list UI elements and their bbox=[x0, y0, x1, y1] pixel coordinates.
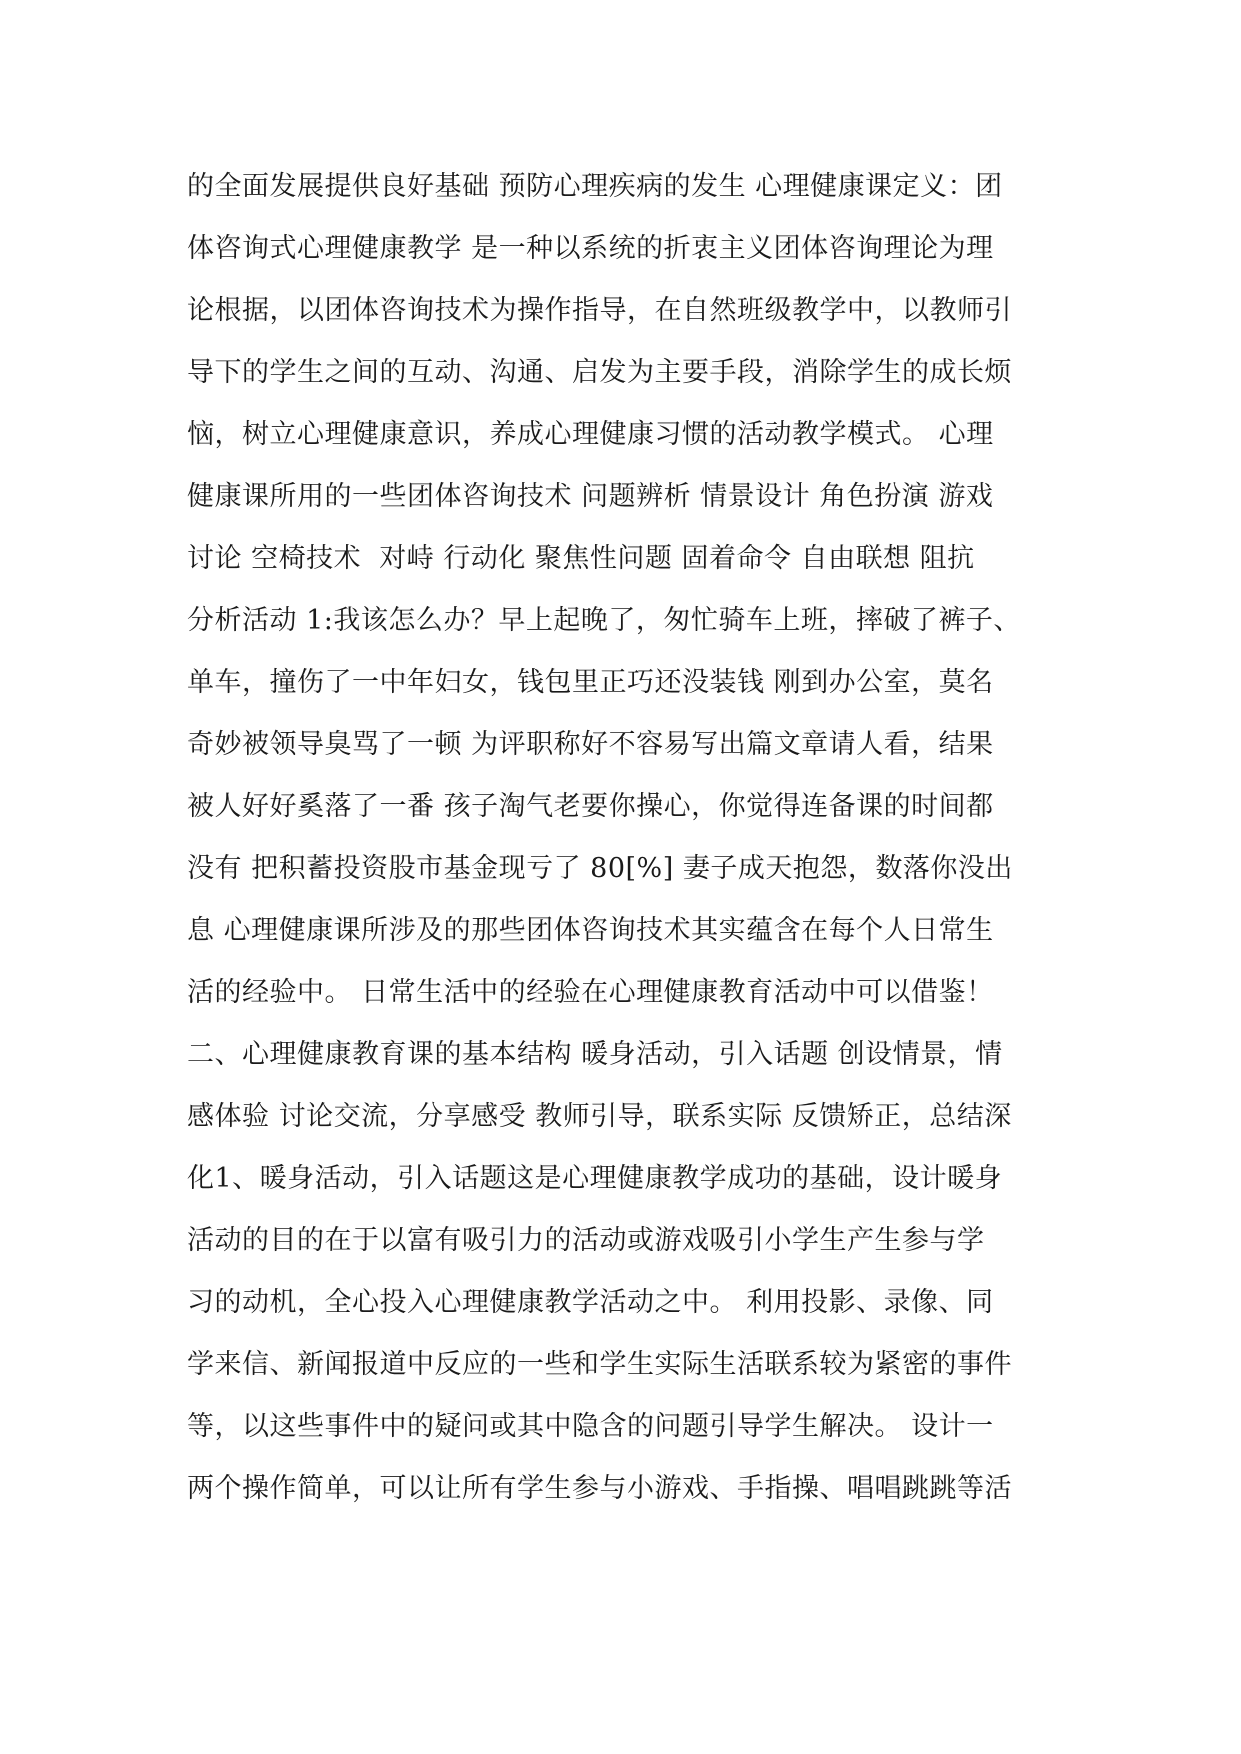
text-line: 化1、暖身活动，引入话题这是心理健康教学成功的基础，设计暖身 bbox=[187, 1163, 1003, 1194]
text-line: 导下的学生之间的互动、沟通、启发为主要手段，消除学生的成长烦 bbox=[187, 357, 1012, 388]
body-text bbox=[187, 156, 1067, 1520]
text-line: 体咨询式心理健康教学 是一种以系统的折衷主义团体咨询理论为理 bbox=[187, 233, 994, 264]
text-line: 感体验 讨论交流，分享感受 教师引导，联系实际 反馈矫正，总结深 bbox=[187, 1101, 1012, 1132]
text-line: 二、心理健康教育课的基本结构 暖身活动，引入话题 创设情景，情 bbox=[187, 1039, 1003, 1070]
text-line: 分析活动 1:我该怎么办？早上起晚了，匆忙骑车上班，摔破了裤子、 bbox=[187, 605, 1021, 636]
text-line: 学来信、新闻报道中反应的一些和学生实际生活联系较为紧密的事件 bbox=[187, 1349, 1012, 1380]
text-line: 活的经验中。 日常生活中的经验在心理健康教育活动中可以借鉴！ bbox=[187, 977, 994, 1008]
text-line: 的全面发展提供良好基础 预防心理疾病的发生 心理健康课定义：团 bbox=[187, 171, 1003, 202]
text-line: 讨论 空椅技术 对峙 行动化 聚焦性问题 固着命令 自由联想 阻抗 bbox=[187, 543, 975, 574]
text-line: 健康课所用的一些团体咨询技术 问题辨析 情景设计 角色扮演 游戏 bbox=[187, 481, 994, 512]
text-line: 论根据，以团体咨询技术为操作指导，在自然班级教学中，以教师引 bbox=[187, 295, 1012, 326]
text-line: 等，以这些事件中的疑问或其中隐含的问题引导学生解决。 设计一 bbox=[187, 1411, 994, 1442]
text-line: 奇妙被领导臭骂了一顿 为评职称好不容易写出篇文章请人看，结果 bbox=[187, 729, 994, 760]
text-line: 恼，树立心理健康意识，养成心理健康习惯的活动教学模式。 心理 bbox=[187, 419, 994, 450]
text-line: 习的动机，全心投入心理健康教学活动之中。 利用投影、录像、同 bbox=[187, 1287, 994, 1318]
text-line: 单车，撞伤了一中年妇女，钱包里正巧还没装钱 刚到办公室，莫名 bbox=[187, 667, 994, 698]
text-line: 没有 把积蓄投资股市基金现亏了 80[%] 妻子成天抱怨，数落你没出 bbox=[187, 853, 1013, 884]
text-line: 息 心理健康课所涉及的那些团体咨询技术其实蕴含在每个人日常生 bbox=[187, 915, 994, 946]
text-line: 被人好好奚落了一番 孩子淘气老要你操心，你觉得连备课的时间都 bbox=[187, 791, 994, 822]
text-line: 两个操作简单，可以让所有学生参与小游戏、手指操、唱唱跳跳等活 bbox=[187, 1473, 1012, 1504]
text-line: 活动的目的在于以富有吸引力的活动或游戏吸引小学生产生参与学 bbox=[187, 1225, 985, 1256]
